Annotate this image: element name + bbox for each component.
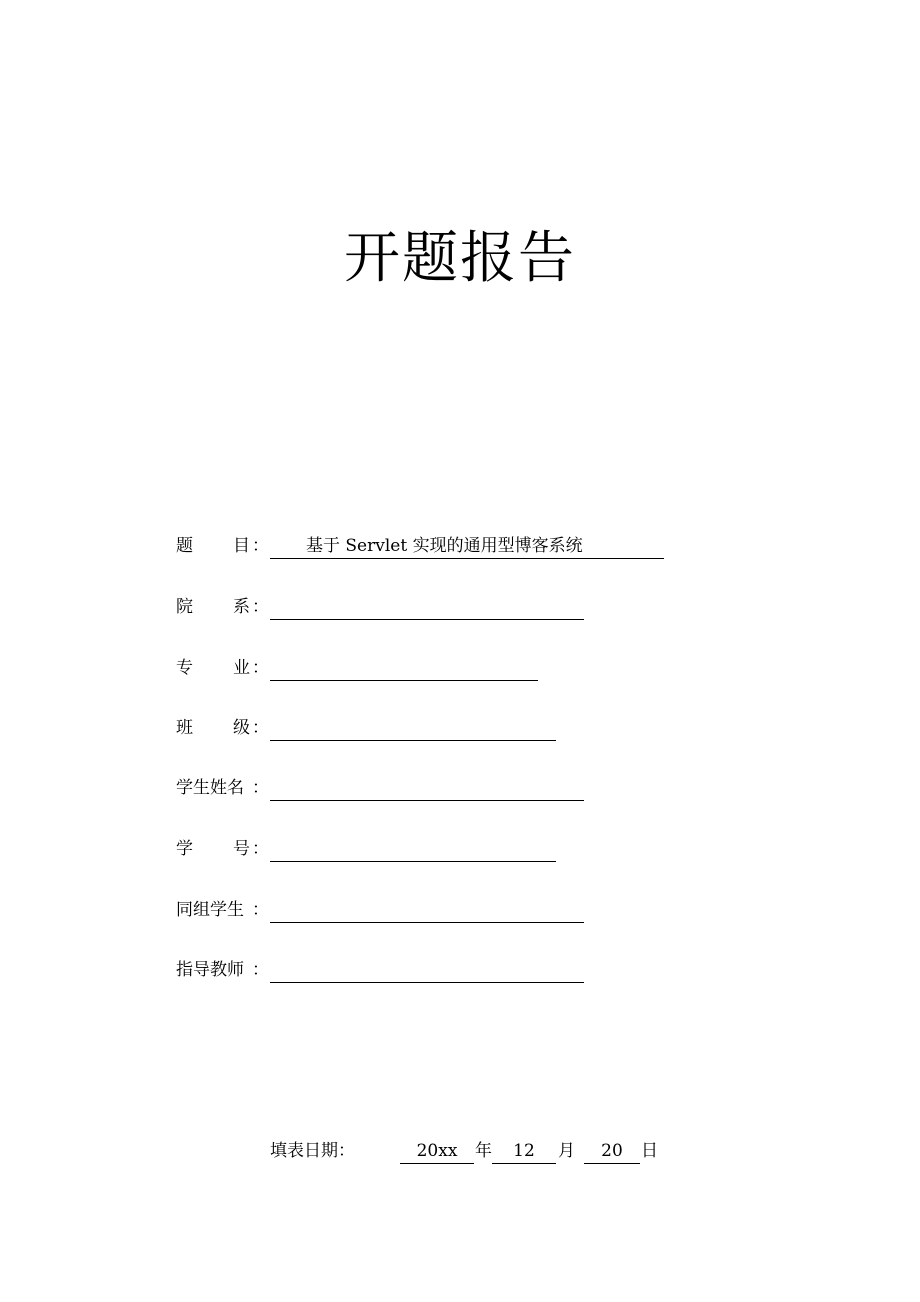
department-field[interactable]: [270, 594, 584, 620]
date-day-field[interactable]: 20: [584, 1138, 640, 1164]
student-id-field[interactable]: [270, 836, 556, 862]
label-colon: ：: [252, 718, 269, 738]
field-label: [176, 897, 270, 923]
fill-date-label: 填表日期：: [270, 1141, 355, 1161]
label-char: 学: [176, 839, 193, 859]
topic-value: 基于 Servlet 实现的通用型博客系统: [306, 536, 583, 556]
date-month-field[interactable]: 12: [492, 1138, 556, 1164]
label-colon: ：: [252, 658, 269, 678]
major-field[interactable]: [270, 655, 538, 681]
fill-date: [270, 1138, 690, 1164]
date-day-unit: 日: [641, 1141, 658, 1161]
topic-field[interactable]: [270, 533, 664, 559]
label-char: 题: [176, 536, 193, 556]
date-year-field[interactable]: 20xx: [400, 1138, 474, 1164]
label-char: 系: [233, 597, 250, 617]
document-title: 开题报告: [344, 226, 576, 291]
label-char: 专: [176, 658, 193, 678]
label-colon: ：: [252, 597, 269, 617]
field-label: [176, 775, 270, 801]
label-colon: ：: [252, 900, 269, 920]
label-colon: ：: [252, 536, 269, 556]
label-char: 号: [233, 839, 250, 859]
label-text: 指导教师: [176, 960, 244, 980]
student-name-field[interactable]: [270, 775, 584, 801]
date-month-unit: 月: [558, 1141, 575, 1161]
label-char: 班: [176, 718, 193, 738]
group-members-field[interactable]: [270, 897, 584, 923]
field-label: [176, 715, 270, 741]
label-char: 级: [233, 718, 250, 738]
label-char: 业: [233, 658, 250, 678]
label-colon: ：: [252, 960, 269, 980]
field-label: [176, 957, 270, 983]
label-char: 目: [233, 536, 250, 556]
label-char: 院: [176, 597, 193, 617]
field-label: [176, 533, 270, 559]
label-colon: ：: [252, 778, 269, 798]
field-label: [176, 836, 270, 862]
label-text: 学生姓名: [176, 778, 244, 798]
label-colon: ：: [252, 839, 269, 859]
field-label: [176, 594, 270, 620]
class-field[interactable]: [270, 715, 556, 741]
label-text: 同组学生: [176, 900, 244, 920]
advisor-field[interactable]: [270, 957, 584, 983]
date-year-unit: 年: [475, 1141, 492, 1161]
field-label: [176, 655, 270, 681]
